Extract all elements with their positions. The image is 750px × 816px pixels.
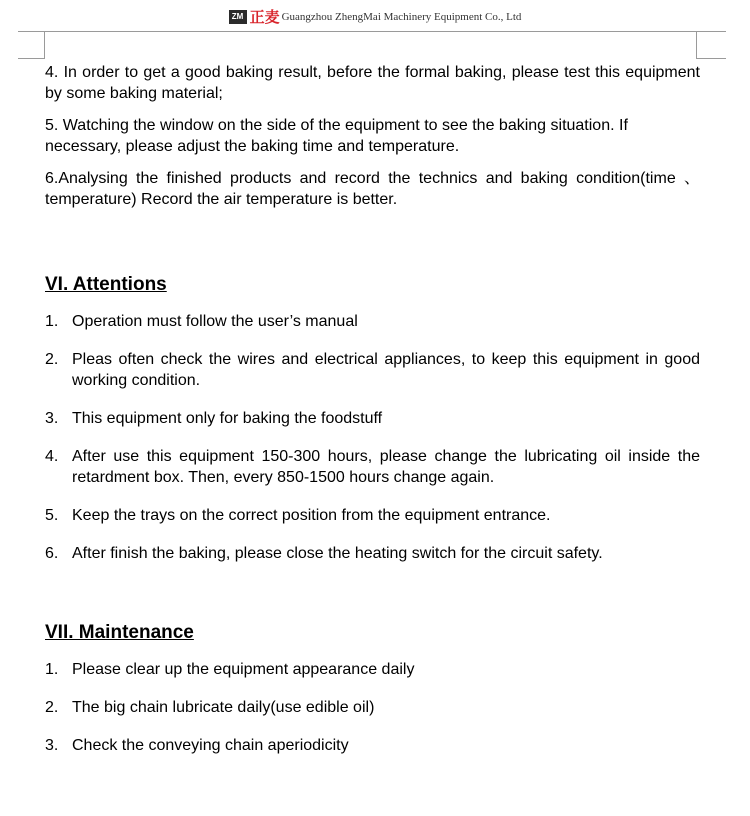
list-text: Operation must follow the user’s manual [72, 313, 358, 330]
document-body [45, 62, 700, 773]
header-frame-bottom-right [696, 58, 726, 59]
header-frame-left [44, 31, 45, 59]
list-number: 5. [45, 507, 59, 524]
list-item [45, 446, 700, 488]
list-text: Pleas often check the wires and electrical appliances, to keep this equipment in good working condition. [72, 351, 700, 389]
step-paragraph: 4. In order to get a good baking result, before the formal baking, please test this equipment by some baking material; [45, 64, 700, 102]
header-frame-right [696, 31, 697, 59]
list-item [45, 735, 700, 756]
list-text: After finish the baking, please close the heating switch for the circuit safety. [72, 545, 603, 562]
list-number: 2. [45, 699, 59, 716]
list-number: 6. [45, 545, 59, 562]
company-name: Guangzhou ZhengMai Machinery Equipment Co., Ltd [281, 10, 522, 23]
list-text: After use this equipment 150-300 hours, please change the lubricating oil inside the retardment box. Then, every 850-1500 hours change again. [72, 448, 700, 486]
list-text: Please clear up the equipment appearance daily [72, 661, 415, 678]
list-number: 1. [45, 661, 59, 678]
company-logo-icon: ZM [229, 10, 247, 24]
section-spacer [45, 221, 700, 273]
list-text: This equipment only for baking the foodstuff [72, 410, 383, 427]
list-text: The big chain lubricate daily(use edible oil) [72, 699, 375, 716]
header-rule [18, 31, 726, 32]
list-item [45, 543, 700, 564]
section-spacer [45, 581, 700, 621]
header-frame-bottom-left [18, 58, 45, 59]
list-item [45, 505, 700, 526]
maintenance-heading: VII. Maintenance [45, 622, 194, 643]
list-item [45, 408, 700, 429]
list-number: 4. [45, 448, 59, 465]
attentions-heading: VI. Attentions [45, 274, 167, 295]
list-item [45, 659, 700, 680]
list-text: Keep the trays on the correct position from the equipment entrance. [72, 507, 551, 524]
step-paragraph: 5. Watching the window on the side of the equipment to see the baking situation. If necessary, please adjust the baking time and temperature. [45, 117, 628, 155]
list-item [45, 311, 700, 332]
list-number: 1. [45, 313, 59, 330]
list-number: 3. [45, 410, 59, 427]
company-logo-text: 正麦 [249, 8, 280, 26]
list-number: 2. [45, 351, 59, 368]
list-text: Check the conveying chain aperiodicity [72, 737, 349, 754]
list-number: 3. [45, 737, 59, 754]
list-item [45, 349, 700, 391]
page-header [0, 6, 750, 30]
step-paragraph: 6.Analysing the finished products and record the technics and baking condition(time 、temperature) Record the air temperature is better. [45, 170, 700, 208]
list-item [45, 697, 700, 718]
